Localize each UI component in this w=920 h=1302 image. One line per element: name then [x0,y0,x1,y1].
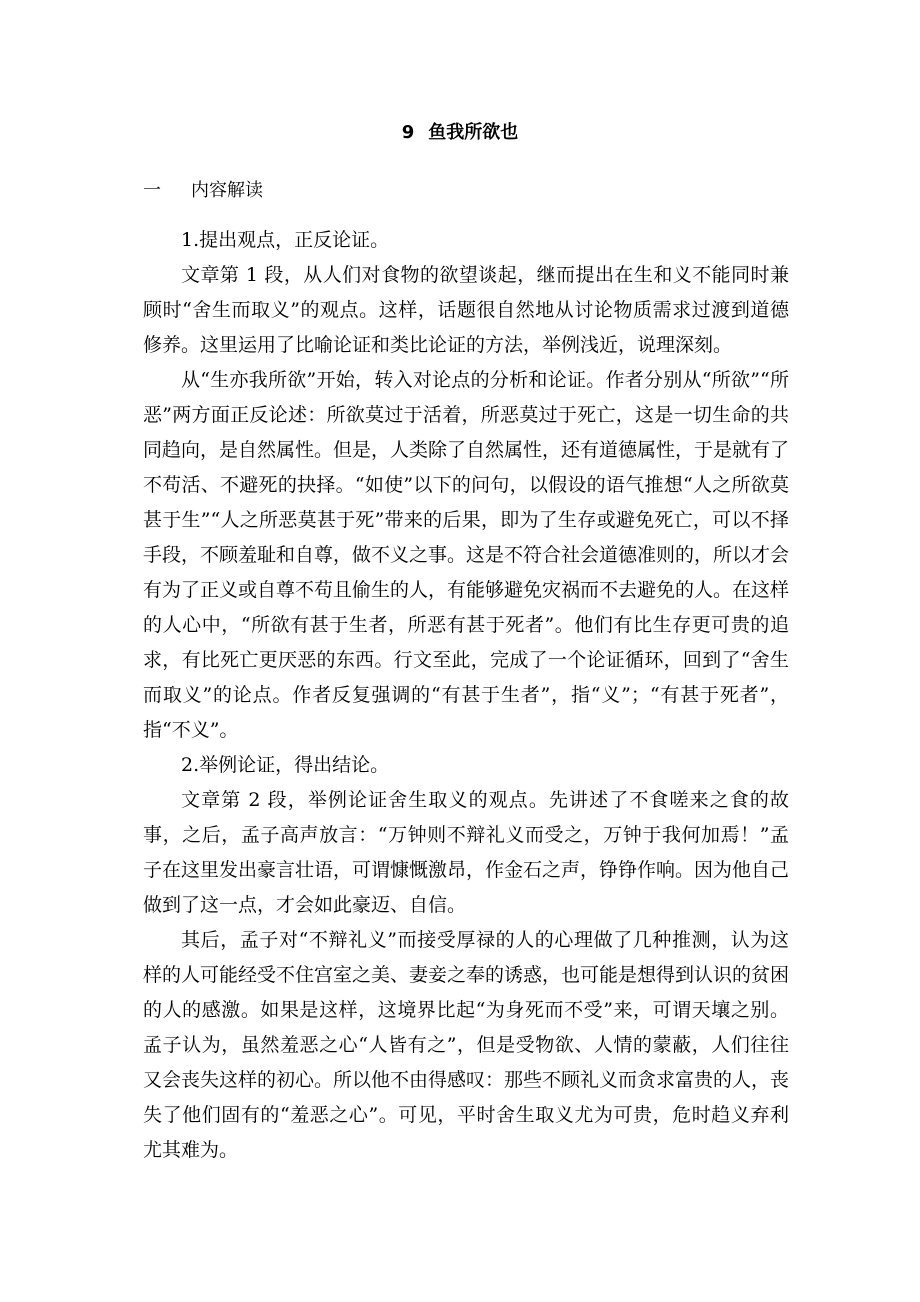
paragraph: 文章第 2 段，举例论证舍生取义的观点。先讲述了不食嗟来之食的故事，之后，孟子高声放言：“万钟则不辩礼义而受之，万钟于我何加焉！”孟子在这里发出豪言壮语，可谓慷慨激昂，作金石之声，铮铮作响。因为他自己做到了这一点，才会如此豪迈、自信。 [143,789,790,916]
content-body [143,223,789,1168]
paragraph: 1.提出观点，正反论证。 [181,229,390,251]
paragraph: 2.举例论证，得出结论。 [181,754,390,776]
paragraph: 从“生亦我所欲”开始，转入对论点的分析和论证。作者分别从“所欲”“所恶”两方面正反论述：所欲莫过于活着，所恶莫过于死亡，这是一切生命的共同趋向，是自然属性。但是，人类除了自然属性，还有道德属性，于是就有了不苟活、不避死的抉择。“如使”以下的问句，以假设的语气推想“人之所欲莫甚于生”“人之所恶莫甚于死”带来的后果，即为了生存或避免死亡，可以不择手段，不顾羞耻和自尊，做不义之事。这是不符合社会道德准则的，所以才会有为了正义或自尊不苟且偷生的人，有能够避免灾祸而不去避免的人。在这样的人心中，“所欲有甚于生者，所恶有甚于死者”。他们有比生存更可贵的追求，有比死亡更厌恶的东西。行文至此，完成了一个论证循环，回到了“舍生而取义”的论点。作者反复强调的“有甚于生者”，指“义”；“有甚于死者”，指“不义”。 [143,369,790,741]
section-heading [143,176,263,202]
section-label: 内容解读 [191,180,263,201]
paragraph: 文章第 1 段，从人们对食物的欲望谈起，继而提出在生和义不能同时兼顾时“舍生而取义”的观点。这样，话题很自然地从讨论物质需求过渡到道德修养。这里运用了比喻论证和类比论证的方法，举例浅近，说理深刻。 [143,264,789,356]
paragraph: 其后，孟子对“不辩礼义”而接受厚禄的人的心理做了几种推测，认为这样的人可能经受不住宫室之美、妻妾之奉的诱惑，也可能是想得到认识的贫困的人的感激。如果是这样，这境界比起“为身死而不受”来，可谓天壤之别。孟子认为，虽然羞恶之心“人皆有之”，但是受物欲、人情的蒙蔽，人们往往又会丧失这样的初心。所以他不由得感叹：那些不顾礼义而贪求富贵的人，丧失了他们固有的“羞恶之心”。可见，平时舍生取义尤为可贵，危时趋义弃利尤其难为。 [143,929,790,1161]
lesson-title: 鱼我所欲也 [428,122,519,143]
section-mark: 一 [143,180,161,201]
page-title [0,118,920,144]
lesson-number: 9 [401,122,415,143]
